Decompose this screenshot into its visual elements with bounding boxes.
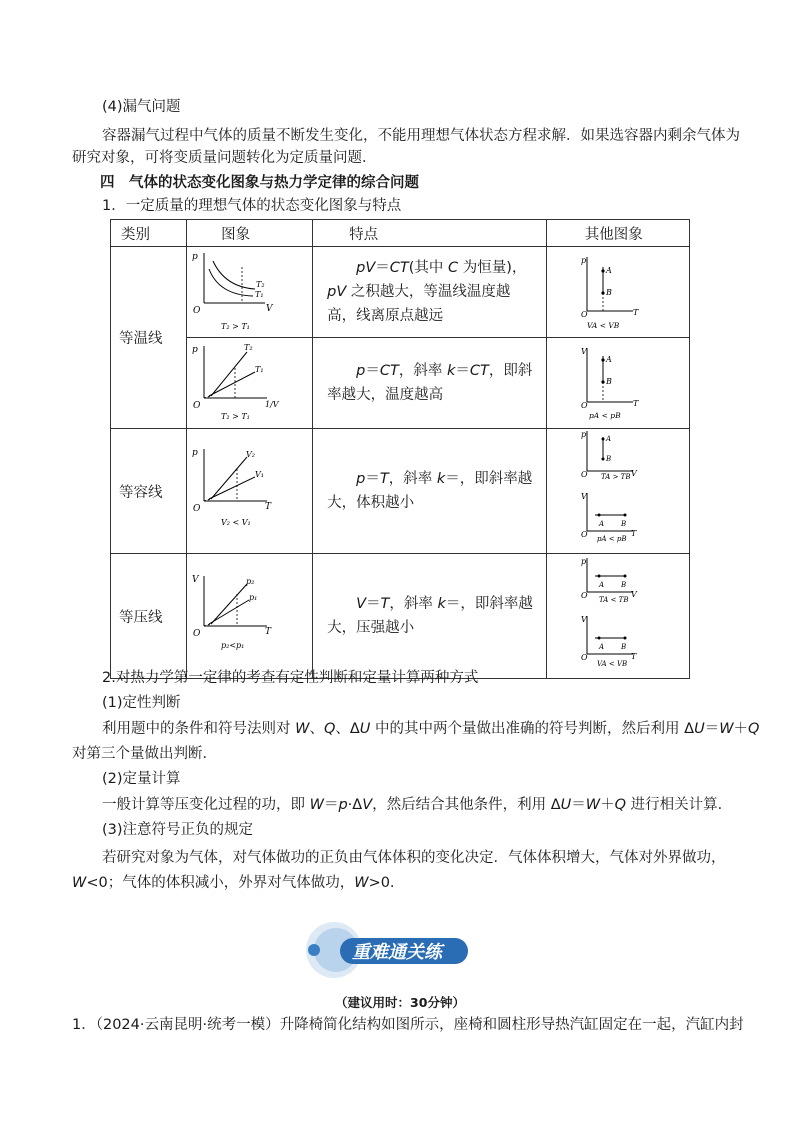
other-caption-isothermal-1: VA < VB [586, 321, 620, 330]
other-caption-isobaric-2: VA < VB [596, 660, 627, 668]
graph-isobaric [187, 554, 313, 679]
sub2-heading: (2)定量计算 [102, 771, 181, 787]
svg-text:T: T [632, 308, 639, 317]
other-caption-isobaric-1: TA < TB [598, 596, 629, 604]
other-caption-isothermal-2: pA < pB [588, 411, 621, 420]
svg-text:O: O [580, 530, 588, 539]
feature-isothermal-p-invV: p＝CT，斜率 k＝CT，即斜率越大，温度越高 [313, 338, 547, 429]
svg-text:p: p [580, 430, 586, 439]
svg-text:B: B [620, 643, 626, 651]
svg-text:V₁: V₁ [255, 470, 265, 479]
item2-heading: 2.对热力学第一定律的考查有定性判断和定量计算两种方式 [102, 670, 479, 686]
graph-isochoric [187, 429, 313, 554]
svg-text:O: O [193, 306, 201, 316]
header-graph: 图象 [187, 220, 313, 247]
svg-text:O: O [580, 401, 588, 410]
suggested-time: （建议用时：30分钟） [335, 995, 465, 1010]
svg-text:V: V [580, 347, 587, 356]
svg-text:T₁: T₁ [255, 365, 264, 374]
item1-heading: 1．一定质量的理想气体的状态变化图象与特点 [102, 198, 402, 214]
svg-text:B: B [620, 520, 626, 528]
other-graph-isothermal-1 [546, 247, 689, 338]
sub3-paragraph-line1: 若研究对象为气体，对气体做功的正负由气体体积的变化决定．气体体积增大，气体对外界做功， [102, 850, 726, 866]
svg-text:O: O [580, 470, 588, 479]
svg-text:T: T [632, 399, 639, 408]
svg-text:T: T [265, 502, 272, 512]
section-heading: 四 气体的状态变化图象与热力学定律的综合问题 [100, 175, 419, 191]
category-isothermal: 等温线 [111, 247, 187, 429]
svg-text:V: V [192, 575, 199, 585]
svg-text:V: V [630, 469, 637, 478]
svg-text:O: O [193, 504, 201, 514]
gas-graph-table [110, 219, 690, 679]
header-other: 其他图象 [546, 220, 689, 247]
practice-banner [300, 920, 480, 980]
graph-isothermal-pv [187, 247, 313, 338]
svg-text:p: p [580, 256, 586, 265]
question-1: 1．（2024·云南昆明·统考一模）升降椅简化结构如图所示，座椅和圆柱形导热汽缸固定在一起，汽缸内封 [72, 1017, 744, 1033]
sub1-paragraph-line1: 利用题中的条件和符号法则对 W、Q、ΔU 中的其中两个量做出准确的符号判断，然后利用 ΔU＝W＋Q [102, 721, 760, 737]
svg-text:1/V: 1/V [265, 400, 279, 409]
svg-text:V: V [580, 615, 587, 624]
svg-text:O: O [580, 591, 588, 600]
svg-text:A: A [598, 643, 604, 651]
svg-text:V₂: V₂ [246, 450, 256, 459]
svg-text:V: V [630, 590, 637, 599]
svg-text:O: O [580, 653, 588, 662]
header-feature: 特点 [313, 220, 547, 247]
svg-text:T₂: T₂ [256, 280, 265, 289]
feature-isobaric: V＝T，斜率 k＝，即斜率越大，压强越小 [313, 554, 547, 679]
caption-isochoric: V₂ < V₁ [221, 518, 251, 527]
svg-text:A: A [605, 266, 612, 275]
feature-isothermal-pv: pV＝CT(其中 C 为恒量)，pV 之积越大，等温线温度越高，线离原点越远 [313, 247, 547, 338]
s4-paragraph-line1: 容器漏气过程中气体的质量不断发生变化，不能用理想气体状态方程求解．如果选容器内剩余气体为 [102, 128, 740, 144]
sub1-heading: (1)定性判断 [102, 695, 181, 711]
svg-text:T: T [630, 652, 637, 661]
svg-text:B: B [620, 581, 626, 589]
svg-text:A: A [598, 581, 604, 589]
sub1-paragraph-line2: 对第三个量做出判断． [72, 746, 217, 762]
s4-paragraph-line2: 研究对象，可将变质量问题转化为定质量问题． [72, 150, 377, 166]
svg-text:p₂: p₂ [246, 577, 255, 586]
caption-isobaric: p₂<p₁ [221, 641, 245, 650]
caption-isothermal-p-invV: T₂ > T₁ [221, 412, 251, 421]
other-caption-isochoric-2: pA < pB [596, 535, 627, 543]
feature-isochoric: p＝T，斜率 k＝，即斜率越大，体积越小 [313, 429, 547, 554]
svg-text:T: T [265, 627, 272, 637]
banner-text: 重难通关练 [352, 942, 442, 963]
header-category: 类别 [111, 220, 187, 247]
svg-text:A: A [605, 355, 612, 364]
other-graph-isothermal-2 [546, 338, 689, 429]
sub2-paragraph: 一般计算等压变化过程的功，即 W＝p·ΔV，然后结合其他条件，利用 ΔU＝W＋Q 进行相关计算． [102, 797, 733, 813]
svg-text:T₁: T₁ [255, 290, 264, 299]
svg-text:A: A [598, 520, 604, 528]
category-isobaric: 等压线 [111, 554, 187, 679]
svg-text:T₂: T₂ [244, 343, 253, 352]
s4-heading: (4)漏气问题 [102, 99, 181, 115]
svg-text:p: p [192, 448, 198, 458]
svg-text:B: B [605, 377, 612, 386]
svg-text:p: p [580, 557, 586, 566]
svg-text:p: p [192, 345, 198, 355]
svg-text:O: O [580, 310, 588, 319]
svg-text:V: V [580, 492, 587, 501]
svg-text:B: B [605, 288, 612, 297]
other-caption-isochoric-1: TA > TB [600, 473, 631, 481]
sub3-paragraph-line2: W<0；气体的体积减小，外界对气体做功，W>0. [72, 875, 395, 891]
svg-text:p: p [192, 252, 198, 262]
svg-text:T: T [630, 529, 637, 538]
sub3-heading: (3)注意符号正负的规定 [102, 822, 254, 838]
svg-text:O: O [193, 401, 201, 411]
svg-text:V: V [266, 304, 273, 314]
svg-text:A: A [605, 435, 611, 443]
caption-isothermal-pv: T₂ > T₁ [221, 322, 251, 331]
other-graph-isobaric [546, 554, 689, 679]
svg-text:B: B [605, 455, 611, 463]
other-graph-isochoric [546, 429, 689, 554]
svg-text:p₁: p₁ [249, 593, 258, 602]
svg-text:O: O [193, 629, 201, 639]
category-isochoric: 等容线 [111, 429, 187, 554]
graph-isothermal-p-invV [187, 338, 313, 429]
